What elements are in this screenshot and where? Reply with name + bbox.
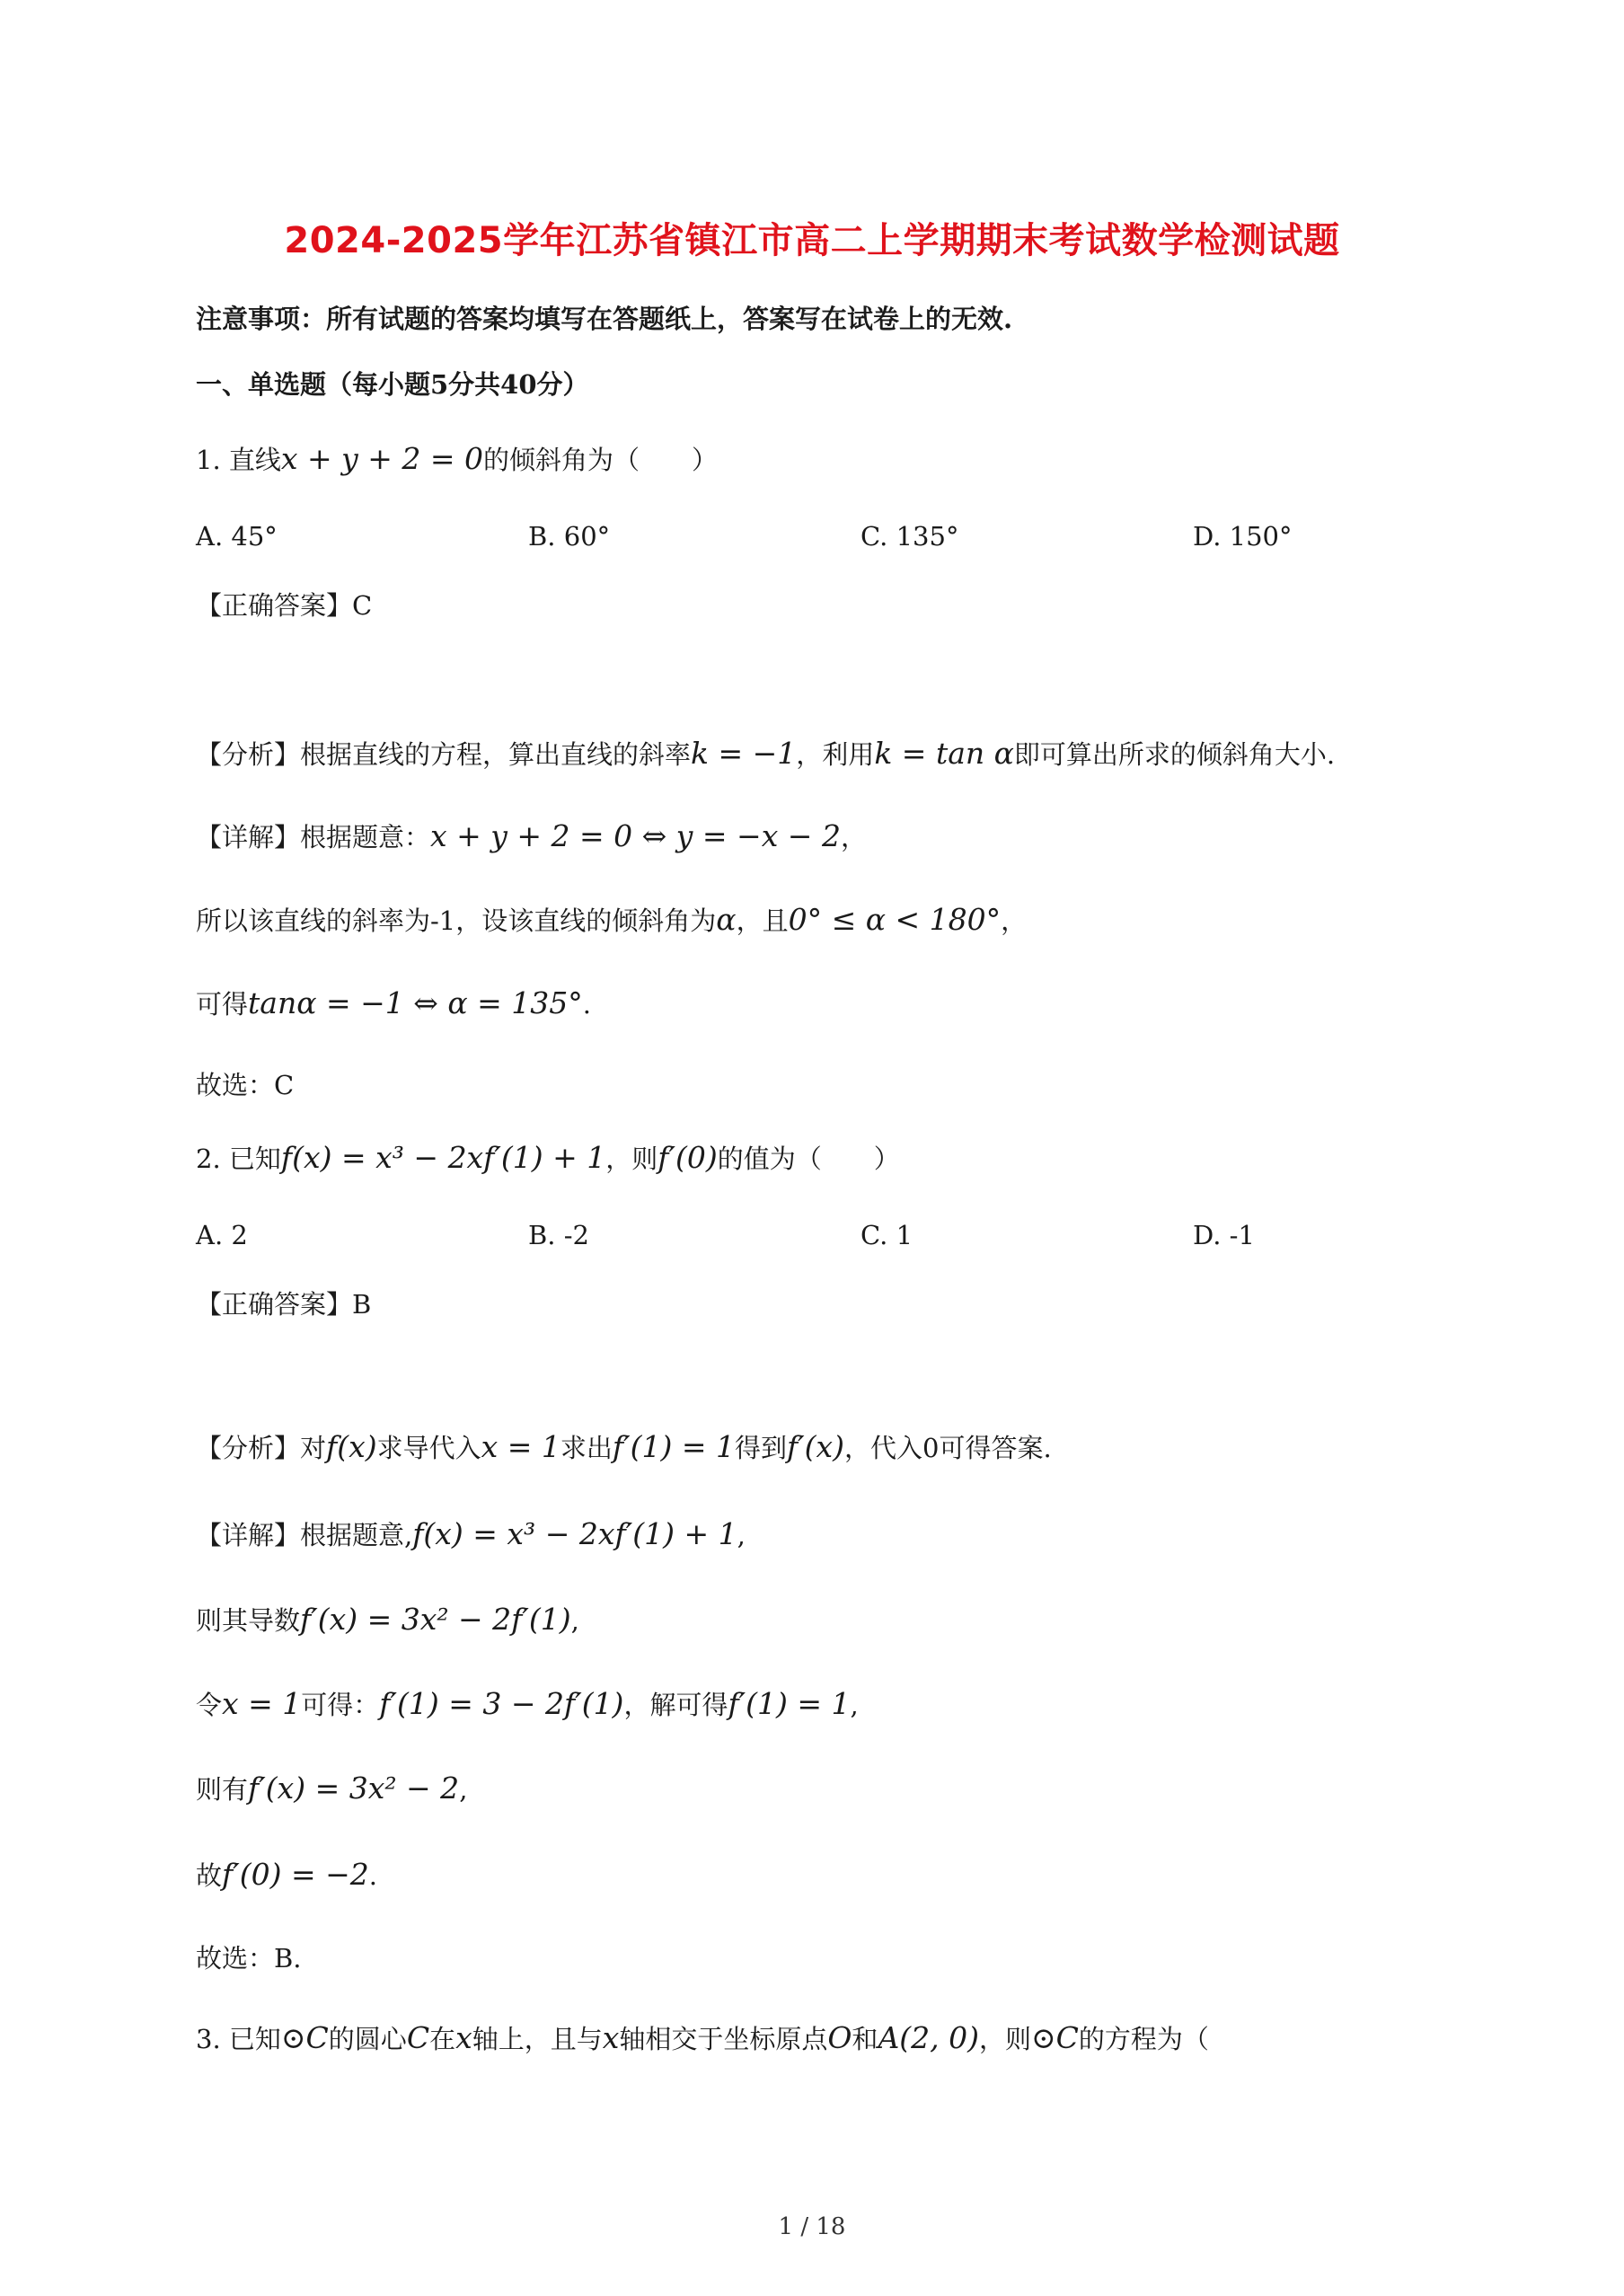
q2-l3-math-2: f′(1) = 3 − 2f′(1) — [379, 1686, 624, 1721]
q2-detail-line-3 — [196, 1685, 859, 1722]
q1-detail-line-2 — [196, 901, 1027, 938]
q1-prefix: 1. 直线 — [196, 445, 281, 475]
q1-detail — [196, 817, 867, 854]
q1-option-b: B. 60° — [528, 521, 611, 552]
q3-math-1: ⊙C — [280, 2020, 329, 2055]
q2-analysis-text-2: 求出 — [560, 1433, 613, 1463]
q2-l5-math: f′(0) = −2 — [222, 1857, 369, 1892]
q2-detail-prefix: 【详解】根据题意, — [196, 1520, 413, 1550]
q2-derivative-math: f′(x) = 3x² − 2f′(1) — [300, 1602, 571, 1637]
q1-tan-math: k = tan α — [874, 736, 1014, 771]
page-number: 1 / 18 — [778, 2213, 846, 2240]
q1-line3-math: tanα = −1 ⇔ α = 135° — [248, 985, 583, 1020]
q3-math-2: C — [406, 2020, 430, 2055]
q1-range-math: 0° ≤ α < 180° — [788, 902, 1002, 937]
q2-l5-suffix: . — [368, 1860, 377, 1891]
q2-l3-text-2: ，解可得 — [623, 1690, 728, 1720]
q2-l4-math: f′(x) = 3x² − 2 — [248, 1771, 460, 1806]
q2-answer: 【正确答案】B — [196, 1289, 372, 1320]
q1-option-a: A. 45° — [196, 521, 278, 552]
q1-suffix: 的倾斜角为（ ） — [483, 445, 719, 475]
q1-line2-mid: ，且 — [736, 905, 789, 936]
q2-l3-suffix: , — [850, 1690, 859, 1720]
q2-suffix: 的值为（ ） — [717, 1144, 900, 1174]
q2-target-math: f′(0) — [658, 1140, 718, 1175]
q3-prefix: 3. 已知 — [196, 2024, 281, 2054]
q2-analysis — [196, 1428, 1052, 1465]
q1-detail-prefix: 【详解】根据题意： — [196, 822, 431, 852]
q2-detail-line-2 — [196, 1601, 579, 1638]
q1-answer: 【正确答案】C — [196, 590, 373, 621]
q1-alpha-math: α — [716, 902, 737, 937]
q1-slope-math: k = −1 — [691, 736, 797, 771]
q1-analysis-suffix: 即可算出所求的倾斜角大小. — [1013, 739, 1336, 770]
q1-detail-suffix: ， — [840, 822, 867, 852]
q2-analysis-text-3: 得到 — [734, 1433, 787, 1463]
q1-line3-suffix: . — [582, 989, 592, 1020]
q2-analysis-math-2: x = 1 — [481, 1429, 560, 1464]
q2-l4-suffix: , — [459, 1774, 468, 1805]
question-2 — [196, 1139, 900, 1176]
q2-option-b: B. -2 — [528, 1220, 589, 1250]
q1-equation: x + y + 2 = 0 — [280, 441, 484, 476]
q2-detail-line-4 — [196, 1770, 467, 1806]
q2-detail-math: f(x) = x³ − 2xf′(1) + 1 — [412, 1516, 737, 1551]
q3-math-4: x — [602, 2020, 620, 2055]
q3-math-3: x — [455, 2020, 472, 2055]
q1-line3-prefix: 可得 — [196, 989, 249, 1020]
q2-analysis-math-1: f(x) — [326, 1429, 377, 1464]
q2-prefix: 2. 已知 — [196, 1144, 281, 1174]
notice-text: 注意事项：所有试题的答案均填写在答题纸上，答案写在试卷上的无效. — [196, 304, 1013, 334]
q2-l5-prefix: 故 — [196, 1860, 223, 1891]
q3-text-4: 轴相交于坐标原点 — [619, 2024, 828, 2054]
q2-detail-line-5 — [196, 1856, 377, 1893]
q1-option-d: D. 150° — [1193, 521, 1293, 552]
q1-detail-line-3 — [196, 985, 591, 1021]
q2-l2-suffix: , — [570, 1605, 579, 1636]
q2-analysis-prefix: 【分析】对 — [196, 1433, 327, 1463]
q1-analysis — [196, 735, 1335, 772]
q2-analysis-text-1: 求导代入 — [376, 1433, 481, 1463]
q1-analysis-prefix: 【分析】根据直线的方程，算出直线的斜率 — [196, 739, 692, 770]
q2-option-c: C. 1 — [861, 1220, 914, 1250]
q3-text-3: 轴上，且与 — [472, 2024, 603, 2054]
q2-analysis-math-3: f′(1) = 1 — [612, 1429, 735, 1464]
q1-detail-math: x + y + 2 = 0 ⇔ y = −x − 2 — [430, 818, 841, 853]
q3-text-2: 在 — [429, 2024, 456, 2054]
q2-option-d: D. -1 — [1193, 1220, 1255, 1250]
q3-math-5: O — [827, 2020, 852, 2055]
q2-l4-prefix: 则有 — [196, 1774, 249, 1805]
q3-math-6: A(2, 0) — [878, 2020, 979, 2055]
q2-l3-math-3: f′(1) = 1 — [728, 1686, 851, 1721]
q3-text-1: 的圆心 — [328, 2024, 407, 2054]
q2-detail-suffix: , — [737, 1520, 746, 1550]
q2-analysis-text-4: ，代入0可得答案. — [844, 1433, 1052, 1463]
q2-l3-math-1: x = 1 — [222, 1686, 302, 1721]
q1-line2-prefix: 所以该直线的斜率为-1，设该直线的倾斜角为 — [196, 905, 717, 936]
document-title: 2024-2025学年江苏省镇江市高二上学期期末考试数学检测试题 — [284, 220, 1340, 261]
q3-math-7: ⊙C — [1031, 2020, 1079, 2055]
q2-detail — [196, 1515, 746, 1552]
q3-text-7: 的方程为（ — [1078, 2024, 1209, 2054]
q2-option-a: A. 2 — [196, 1220, 248, 1250]
q1-analysis-mid: ，利用 — [796, 739, 875, 770]
q2-choice: 故选：B. — [196, 1943, 302, 1974]
section-header: 一、单选题（每小题5分共40分） — [196, 369, 589, 400]
q2-l3-prefix: 令 — [196, 1690, 223, 1720]
question-1 — [196, 440, 718, 477]
q1-choice: 故选：C — [196, 1070, 295, 1100]
q3-text-6: ，则 — [979, 2024, 1032, 2054]
q2-analysis-math-4: f′(x) — [786, 1429, 845, 1464]
q3-text-5: 和 — [852, 2024, 878, 2054]
q1-option-c: C. 135° — [861, 521, 959, 552]
question-3 — [196, 2019, 1209, 2056]
q2-mid: ，则 — [605, 1144, 658, 1174]
q2-l3-text-1: 可得： — [301, 1690, 380, 1720]
q2-l2-prefix: 则其导数 — [196, 1605, 301, 1636]
q2-function-math: f(x) = x³ − 2xf′(1) + 1 — [280, 1140, 606, 1175]
q1-line2-suffix: ， — [1001, 905, 1028, 936]
